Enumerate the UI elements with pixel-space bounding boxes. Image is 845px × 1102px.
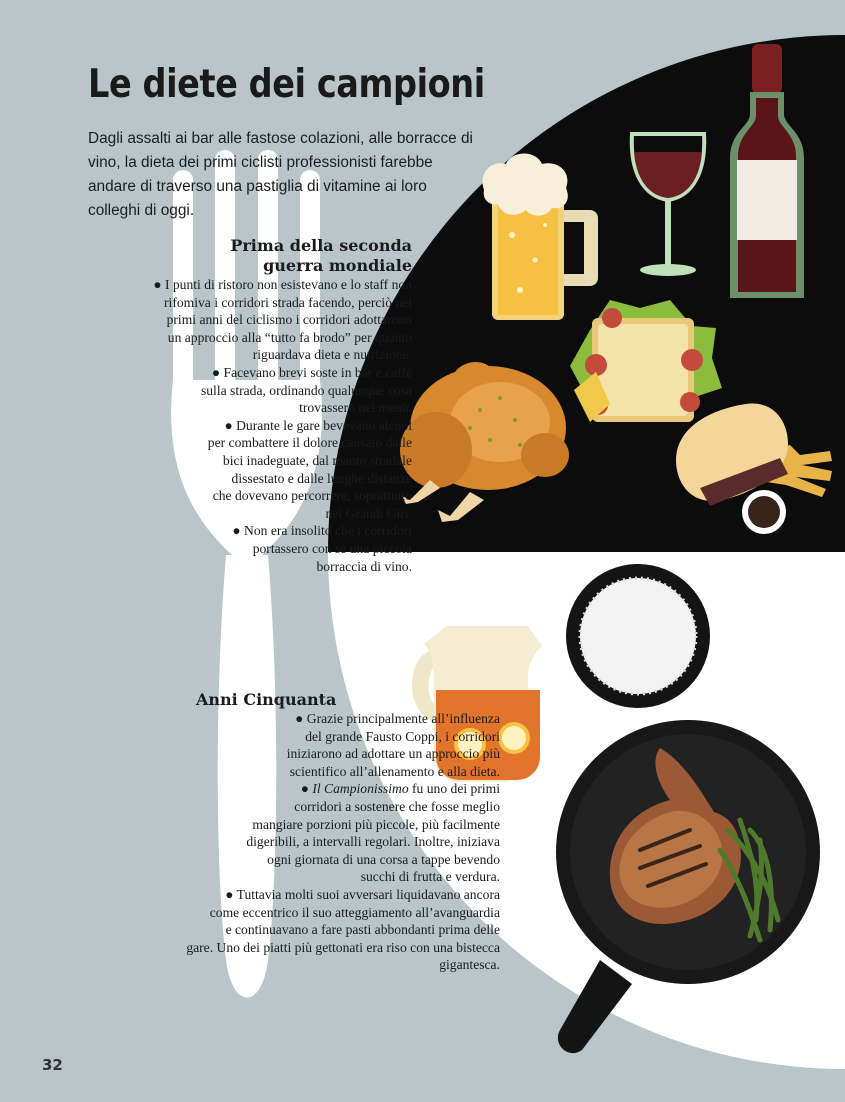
intro-paragraph: [88, 127, 508, 223]
body-line: del grande Fausto Coppi, i corridori: [305, 728, 500, 744]
body-line: mangiare porzioni più piccole, più facilmente: [252, 816, 500, 832]
body-line: primi anni del ciclismo i corridori adottarono: [166, 312, 412, 328]
section-prewar: [60, 236, 412, 575]
intro-line: vino, la dieta dei primi ciclisti professionisti farebbe: [88, 154, 433, 171]
intro-line: colleghi di oggi.: [88, 202, 195, 219]
bullet: ●: [300, 781, 313, 797]
body-line: bici inadeguate, dal manto stradale: [222, 452, 412, 468]
body-line: ● Non era insolito che i corridori: [232, 523, 412, 539]
intro-line: Dagli assalti ai bar alle fastose colazioni, alle borracce di: [88, 130, 473, 147]
lead-rest: fu uno dei primi: [408, 781, 500, 797]
body-line: succhi di frutta e verdura.: [360, 869, 500, 885]
body-line: che dovevano percorrere, soprattutto: [212, 488, 412, 504]
body-line: ● Facevano brevi soste in bar e caffè: [211, 364, 412, 380]
body-line: sulla strada, ordinando qualunque cosa: [200, 382, 412, 398]
body-line: come eccentrico il suo atteggiamento all’avanguardia: [209, 904, 500, 920]
body-line: ● Grazie principalmente all’influenza: [295, 711, 500, 726]
section-body-fifties: [60, 710, 500, 974]
section-body-prewar: [60, 276, 412, 575]
body-line: ● Durante le gare bevevano alcool: [224, 417, 412, 433]
body-line: iniziarono ad adottare un approccio più: [286, 746, 500, 762]
body-line: ogni giornata di una corsa a tappe bevendo: [267, 851, 500, 867]
body-line: scientifico all’allenamento e alla dieta.: [289, 763, 500, 779]
body-line: ● Tuttavia molti suoi avversari liquidavano ancora: [225, 886, 500, 902]
body-line: trovassero nel menù.: [299, 400, 412, 416]
body-line: [60, 780, 500, 798]
intro-line: andare di traverso una pastiglia di vitamine ai loro: [88, 178, 427, 195]
body-line: ● I punti di ristoro non esistevano e lo staff non: [153, 277, 412, 292]
body-line: nei Grandi Giri.: [325, 505, 412, 521]
heading-line: guerra mondiale: [263, 256, 412, 275]
body-line: gigantesca.: [439, 957, 500, 973]
body-line: borraccia di vino.: [316, 558, 412, 574]
body-line: corridori a sostenere che fosse meglio: [294, 798, 500, 814]
body-line: e continuavano a fare pasti abbondanti prima delle: [225, 922, 500, 938]
body-line: portassero con sé una piccola: [252, 540, 412, 556]
body-line: digeribili, a intervalli regolari. Inoltre, iniziava: [246, 834, 500, 850]
section-heading-fifties: Anni Cinquanta: [196, 690, 337, 709]
body-line: dissestato e dalle lunghe distanze: [231, 470, 412, 486]
body-line: rifomiva i corridori strada facendo, perciò nei: [164, 294, 412, 310]
body-line: per combattere il dolore causato dalle: [207, 435, 412, 451]
body-line: un approccio alla “tutto fa brodo” per quanto: [167, 329, 412, 345]
heading-line: Prima della seconda: [230, 236, 412, 255]
section-fifties: [60, 690, 500, 974]
italic-lead: Il Campionissimo: [312, 781, 409, 797]
body-line: riguardava dieta e nutrizione.: [252, 347, 412, 363]
page-number: 32: [42, 1056, 63, 1074]
page-title: Le diete dei campioni: [88, 62, 485, 107]
body-line: gare. Uno dei piatti più gettonati era riso con una bistecca: [186, 939, 500, 955]
rice-bowl-icon: [566, 564, 710, 708]
section-heading-prewar: [60, 236, 412, 276]
